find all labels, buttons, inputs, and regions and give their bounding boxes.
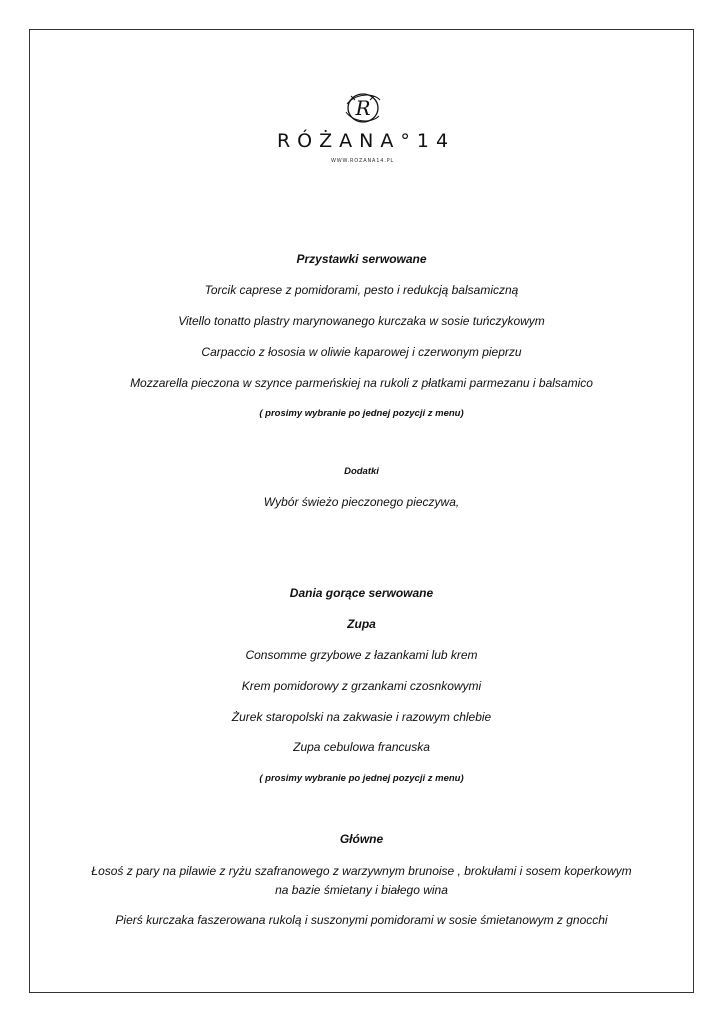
soups-note: ( prosimy wybranie po jednej pozycji z menu) [259,773,464,784]
starter-item: Mozzarella pieczona w szynce parmeńskiej na rukoli z płatkami parmezanu i balsamico [130,376,593,390]
soup-item: Żurek staropolski na zakwasie i razowym chlebie [231,710,492,724]
website-url: WWW.ROZANA14.PL [330,158,394,164]
sides-heading: Dodatki [344,466,379,477]
brand-name: RÓŻANA°14 [276,130,456,152]
soup-item: Zupa cebulowa francuska [293,740,430,754]
starters-note: ( prosimy wybranie po jednej pozycji z menu) [259,408,464,419]
hot-dishes-heading: Dania gorące serwowane [289,586,434,600]
starter-item: Carpaccio z łososia w oliwie kaparowej i czerwonym pieprzu [201,345,522,359]
main-dish-item: Pierś kurczaka faszerowana rukolą i suszonymi pomidorami w sosie śmietanowym z gnocchi [115,913,608,927]
starters-heading: Przystawki serwowane [296,252,427,266]
starter-item: Vitello tonatto plastry marynowanego kurczaka w sosie tuńczykowym [178,314,545,328]
monogram-letter: R [354,96,371,120]
sides-item: Wybór świeżo pieczonego pieczywa, [263,495,460,509]
page-border [29,29,694,993]
mains-heading: Główne [339,832,384,846]
restaurant-logo [0,90,725,164]
soup-heading: Zupa [347,617,376,631]
starter-item: Torcik caprese z pomidorami, pesto i redukcją balsamiczną [204,283,519,297]
monogram-emblem-icon [343,90,383,126]
soup-item: Consomme grzybowe z łazankami lub krem [245,648,478,662]
soup-item: Krem pomidorowy z grzankami czosnkowymi [241,679,482,693]
main-dish-item: Łosoś z pary na pilawie z ryżu szafranowego z warzywnym brunoise , brokułami i sosem koperkowym na bazie śmietany i białego wina [91,864,632,897]
